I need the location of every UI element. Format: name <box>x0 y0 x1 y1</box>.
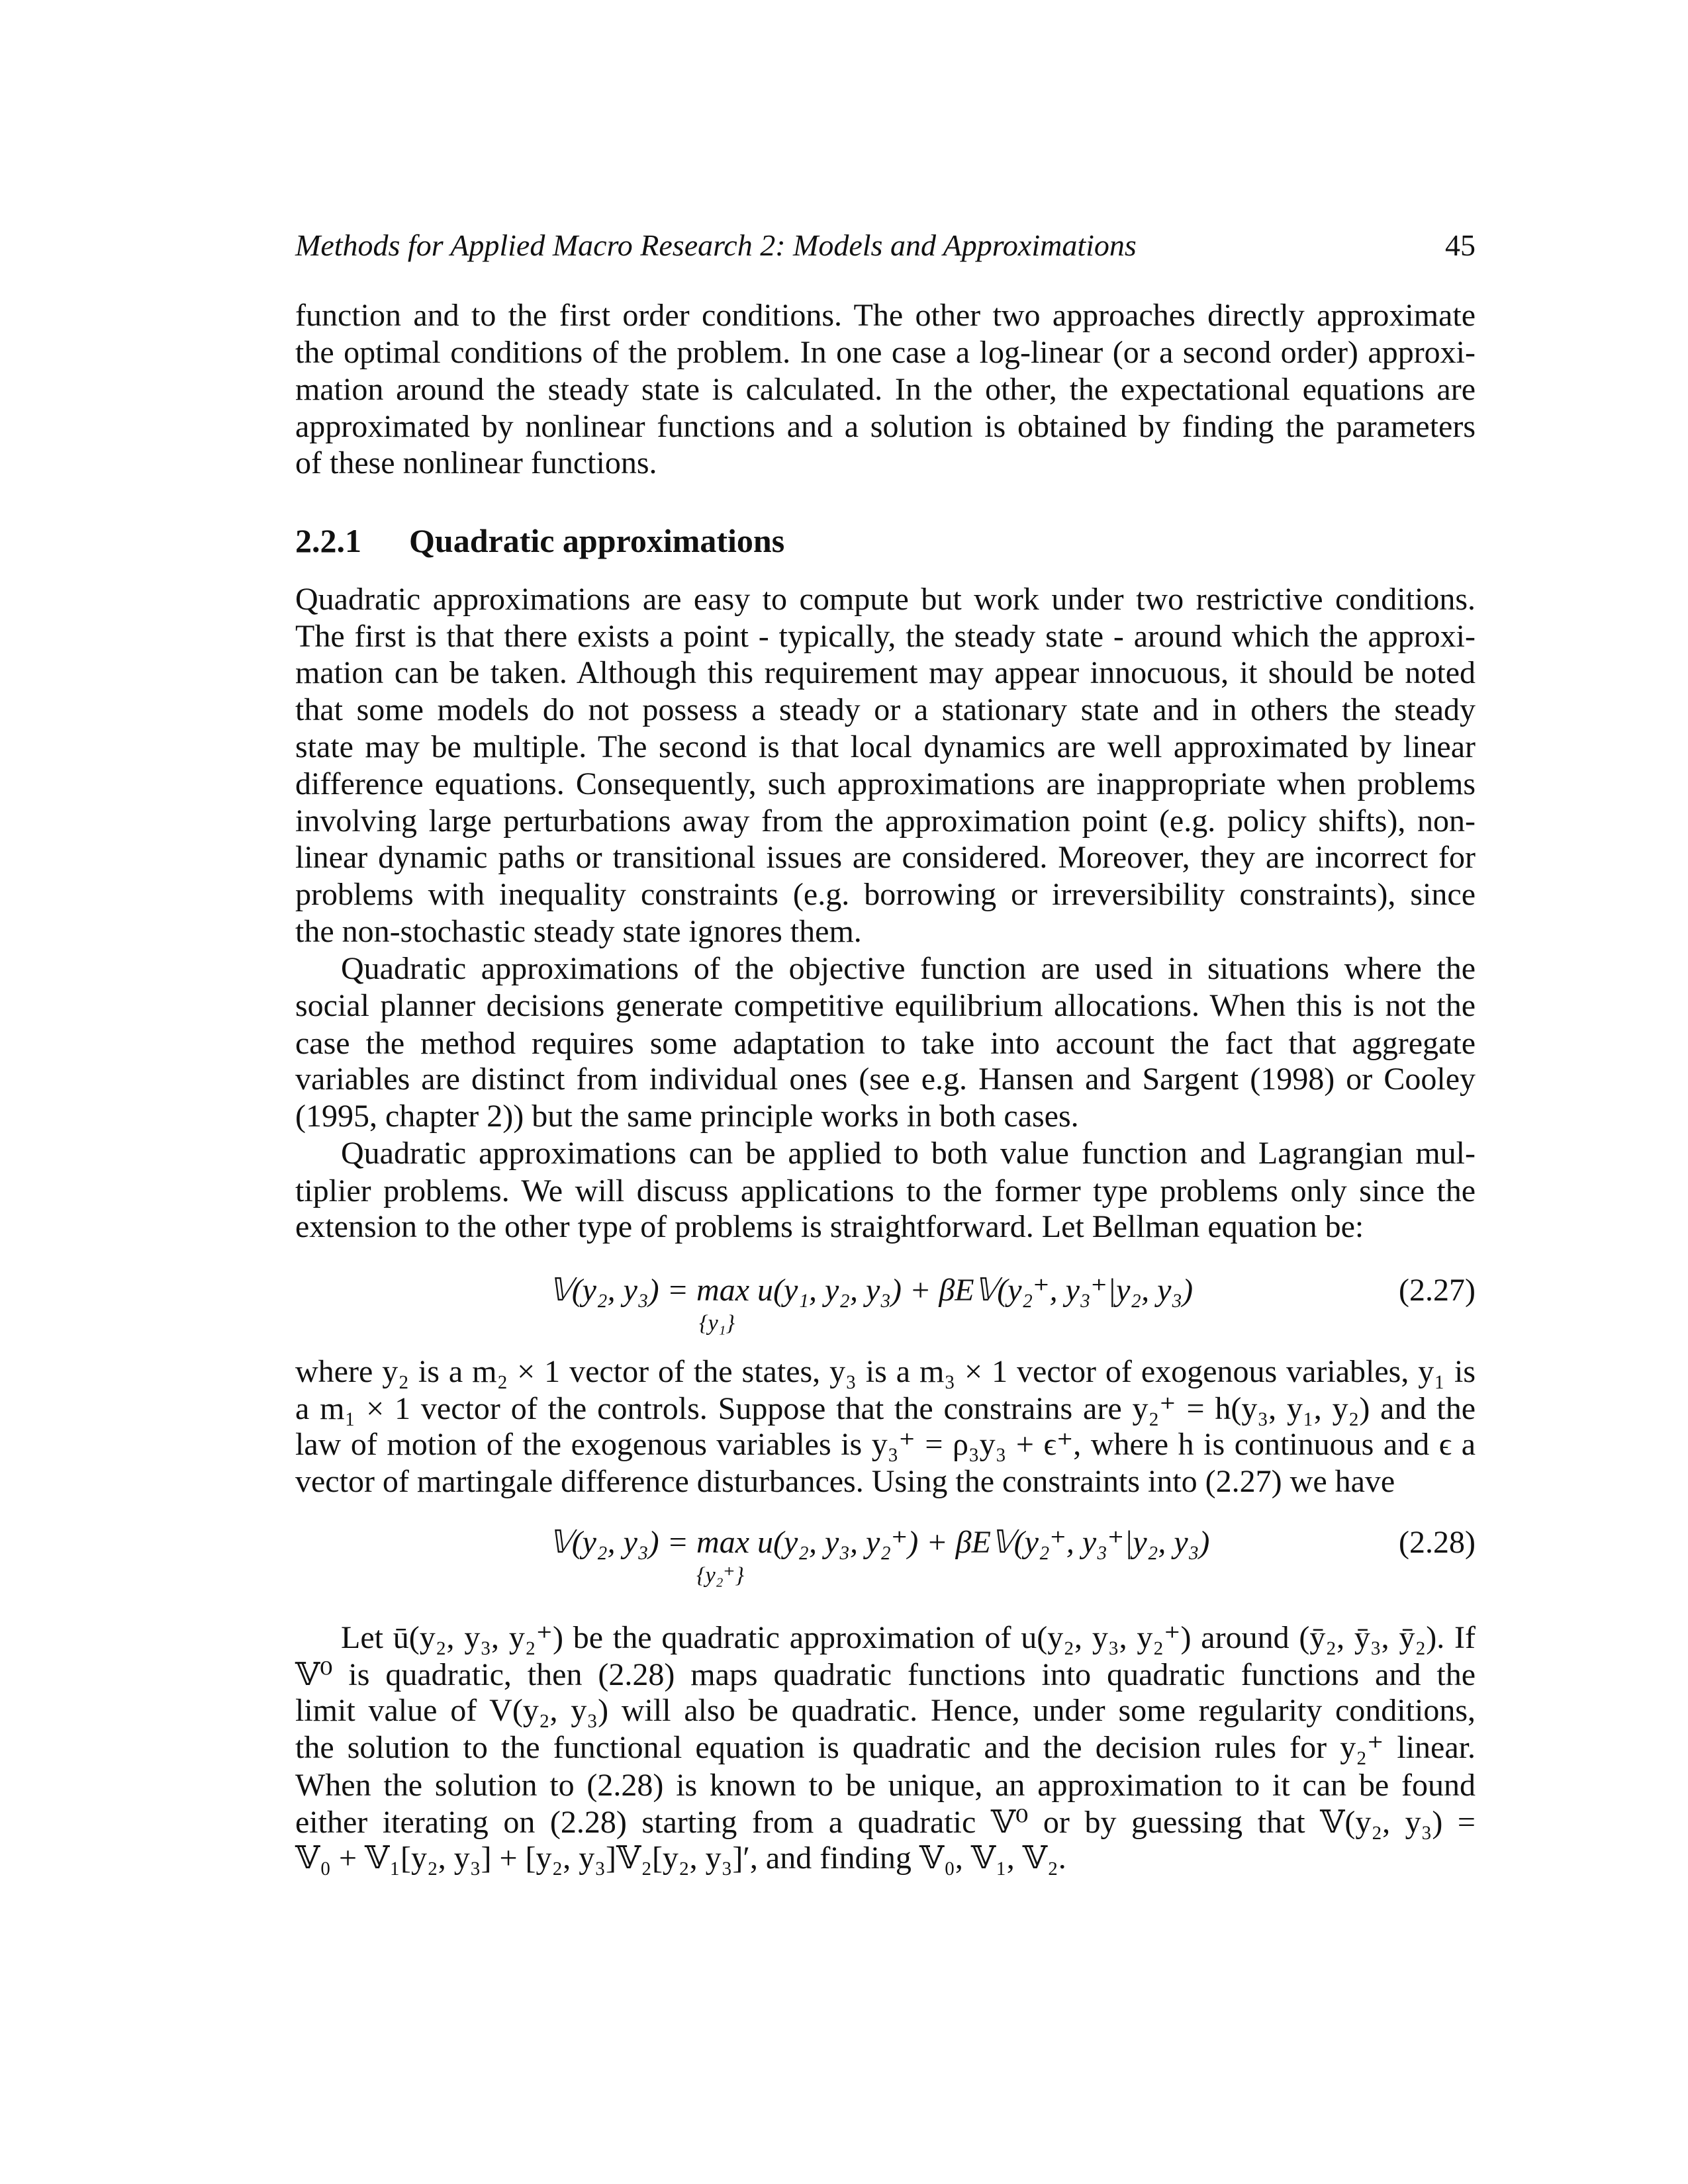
text-line: Quadratic approximations can be applied to both value function and Lagrangian mul- <box>341 1136 1476 1171</box>
text-line: function and to the first order conditions. The other two approaches directly approximate <box>295 298 1476 333</box>
text-line: a m₁ × 1 vector of the controls. Suppose that the constrains are y₂⁺ = h(y₃, y₁, y₂) and the <box>295 1391 1476 1426</box>
text-line: The first is that there exists a point - typically, the steady state - around which the approxi- <box>295 619 1476 654</box>
text-line: linear dynamic paths or transitional issues are considered. Moreover, they are incorrect for <box>295 840 1476 875</box>
text-line: When the solution to (2.28) is known to be unique, an approximation to it can be found <box>295 1768 1476 1803</box>
text-line: tiplier problems. We will discuss applications to the former type problems only since the <box>295 1173 1476 1208</box>
section-title: Quadratic approximations <box>409 522 785 559</box>
text-line: of these nonlinear functions. <box>295 445 657 480</box>
equation-number: (2.28) <box>1399 1525 1476 1560</box>
text-line: extension to the other type of problems is straightforward. Let Bellman equation be: <box>295 1209 1364 1244</box>
text-line: vector of martingale difference disturbances. Using the constraints into (2.27) we have <box>295 1464 1395 1499</box>
text-line: the non-stochastic steady state ignores them. <box>295 914 862 949</box>
text-line: mation around the steady state is calculated. In the other, the expectational equations are <box>295 372 1476 407</box>
equation-max-subscript: {y₂⁺} <box>696 1563 745 1588</box>
equation-body: 𝕍(y₂, y₃) = max u(y₂, y₃, y₂⁺) + βE𝕍(y₂⁺, y₃⁺|y₂, y₃) <box>549 1525 1210 1560</box>
text-line: approximated by nonlinear functions and a solution is obtained by finding the parameters <box>295 409 1476 444</box>
text-line: limit value of V(y₂, y₃) will also be quadratic. Hence, under some regularity conditions, <box>295 1693 1476 1728</box>
text-line: 𝕍₀ + 𝕍₁[y₂, y₃] + [y₂, y₃]𝕍₂[y₂, y₃]′, and finding 𝕍₀, 𝕍₁, 𝕍₂. <box>295 1841 1066 1876</box>
text-line: law of motion of the exogenous variables is y₃⁺ = ρ₃y₃ + ϵ⁺, where h is continuous and ϵ a <box>295 1427 1476 1462</box>
equation-max-subscript: {y₁} <box>699 1311 735 1336</box>
text-line: state may be multiple. The second is that local dynamics are well approximated by linear <box>295 729 1476 764</box>
text-line: involving large perturbations away from the approximation point (e.g. policy shifts), non- <box>295 803 1476 839</box>
text-line: difference equations. Consequently, such approximations are inappropriate when problems <box>295 766 1476 801</box>
running-header <box>295 226 1476 265</box>
text-line: Quadratic approximations of the objective function are used in situations where the <box>341 951 1476 986</box>
text-line: case the method requires some adaptation to take into account the fact that aggregate <box>295 1026 1476 1061</box>
text-line: the solution to the functional equation is quadratic and the decision rules for y₂⁺ linear. <box>295 1730 1476 1765</box>
text-line: where y₂ is a m₂ × 1 vector of the states, y₃ is a m₃ × 1 vector of exogenous variables, y₁ is <box>295 1354 1476 1389</box>
text-line: Quadratic approximations are easy to compute but work under two restrictive conditions. <box>295 582 1476 617</box>
text-line: that some models do not possess a steady or a stationary state and in others the steady <box>295 692 1476 727</box>
equation-body: 𝕍(y₂, y₃) = max u(y₁, y₂, y₃) + βE𝕍(y₂⁺, y₃⁺|y₂, y₃) <box>549 1273 1194 1308</box>
section-heading <box>295 521 784 561</box>
text-line: variables are distinct from individual ones (see e.g. Hansen and Sargent (1998) or Cooley <box>295 1062 1476 1097</box>
text-line: problems with inequality constraints (e.g. borrowing or irreversibility constraints), since <box>295 877 1476 912</box>
text-line: mation can be taken. Although this requirement may appear innocuous, it should be noted <box>295 655 1476 690</box>
text-line: the optimal conditions of the problem. In one case a log-linear (or a second order) approxi- <box>295 335 1476 370</box>
text-line: social planner decisions generate competitive equilibrium allocations. When this is not the <box>295 988 1476 1023</box>
page-number: 45 <box>1445 228 1476 262</box>
section-number: 2.2.1 <box>295 522 361 559</box>
text-line: either iterating on (2.28) starting from a quadratic 𝕍⁰ or by guessing that 𝕍(y₂, y₃) = <box>295 1805 1476 1840</box>
running-title: Methods for Applied Macro Research 2: Models and Approximations <box>295 228 1137 262</box>
text-line: 𝕍⁰ is quadratic, then (2.28) maps quadratic functions into quadratic functions and the <box>295 1657 1476 1692</box>
equation-number: (2.27) <box>1399 1273 1476 1308</box>
text-line: (1995, chapter 2)) but the same principle works in both cases. <box>295 1099 1079 1134</box>
text-line: Let ū(y₂, y₃, y₂⁺) be the quadratic approximation of u(y₂, y₃, y₂⁺) around (ȳ₂, ȳ₃, ȳ₂). If <box>341 1620 1476 1655</box>
